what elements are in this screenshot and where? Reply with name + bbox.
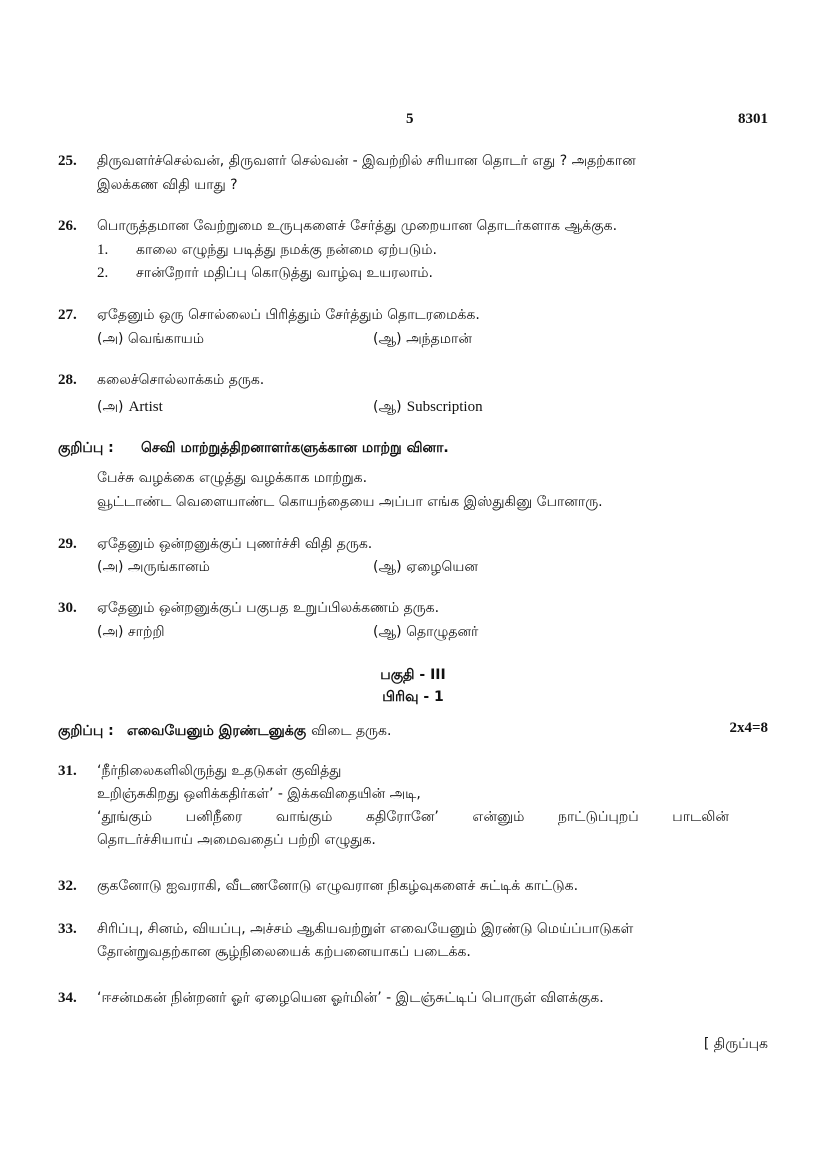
marks: 2x4=8 [729,720,768,736]
question-number: 30. [58,600,77,616]
question-number: 29. [58,536,77,552]
note-label: குறிப்பு : [58,440,114,456]
option-text: Subscription [406,399,483,415]
question-26-text: பொருத்தமான வேற்றுமை உருபுகளைச் சேர்த்து முறையான தொடர்களாக ஆக்குக. [97,218,618,234]
question-31-line1: ‘நீர்நிலைகளிலிருந்து உதடுகள் குவித்து [97,763,342,779]
note-instruction: பேச்சு வழக்கை எழுத்து வழக்காக மாற்றுக. [97,470,368,486]
question-number: 26. [58,218,77,234]
note-emphasis: எவையேனும் இரண்டனுக்கு [126,723,307,739]
question-31-line3: ‘தூங்கும் பனிநீரை வாங்கும் கதிரோனே’ என்னும் நாட்டுப்புறப் பாடலின் [97,809,729,825]
sub-item-text: காலை எழுந்து படித்து நமக்கு நன்மை ஏற்படும். [136,242,437,258]
sub-item-number: 2. [97,265,109,281]
option-b [373,396,483,417]
sub-item-number: 1. [97,242,109,258]
question-34-text: ‘ஈசன்மகன் நின்றனர் ஓர் ஏழையென ஓர்மின்’ - இடஞ்சுட்டிப் பொருள் விளக்குக. [97,990,604,1006]
option-b: (ஆ) அந்தமான் [373,331,472,347]
option-a [97,396,163,417]
paper-code: 8301 [738,111,768,127]
question-25-line2: இலக்கண விதி யாது ? [97,177,238,193]
option-a: (அ) வெங்காயம் [97,331,205,347]
turn-over-note: [ திருப்புக [703,1036,768,1052]
question-27-text: ஏதேனும் ஒரு சொல்லைப் பிரித்தும் சேர்த்தும் தொடரமைக்க. [97,307,480,323]
option-b: (ஆ) ஏழையென [373,559,478,575]
question-31-line4: தொடர்ச்சியாய் அமைவதைப் பற்றி எழுதுக. [97,832,376,848]
option-marker: (ஆ) [373,399,402,415]
page-number: 5 [406,111,414,127]
option-b: (ஆ) தொழுதனர் [373,624,479,640]
question-32-text: குகனோடு ஐவராகி, வீடணனோடு எழுவரான நிகழ்வுகளைச் சுட்டிக் காட்டுக. [97,878,579,894]
note-text: செவி மாற்றுத்திறனாளர்களுக்கான மாற்று வினா. [141,440,449,456]
question-33-line2: தோன்றுவதற்கான சூழ்நிலையைக் கற்பனையாகப் படைக்க. [97,944,471,960]
question-29-text: ஏதேனும் ஒன்றனுக்குப் புணர்ச்சி விதி தருக. [97,536,373,552]
question-25-line1: திருவளர்ச்செல்வன், திருவளர் செல்வன் - இவற்றில் சரியான தொடர் எது ? அதற்கான [97,153,636,169]
note-2 [58,720,391,741]
question-number: 32. [58,878,77,894]
question-number: 25. [58,153,77,169]
option-marker: (அ) [97,399,124,415]
section-title: பகுதி - III [380,667,446,683]
note-label: குறிப்பு : [58,723,114,739]
question-31-line2: உறிஞ்சுகிறது ஒளிக்கதிர்கள்’ - இக்கவிதையின் அடி, [97,786,421,802]
question-33-line1: சிரிப்பு, சினம், வியப்பு, அச்சம் ஆகியவற்றுள் எவையேனும் இரண்டு மெய்ப்பாடுகள் [97,921,634,937]
option-a: (அ) சாற்றி [97,624,165,640]
question-number: 34. [58,990,77,1006]
question-30-text: ஏதேனும் ஒன்றனுக்குப் பகுபத உறுப்பிலக்கணம் தருக. [97,600,440,616]
question-number: 27. [58,307,77,323]
option-a: (அ) அருங்கானம் [97,559,210,575]
option-text: Artist [128,399,163,415]
question-number: 31. [58,763,77,779]
note-text: விடை தருக. [311,723,392,739]
section-subtitle: பிரிவு - 1 [382,689,444,705]
sub-item-text: சான்றோர் மதிப்பு கொடுத்து வாழ்வு உயரலாம். [136,265,434,281]
question-28-text: கலைச்சொல்லாக்கம் தருக. [97,372,265,388]
note-sentence: வூட்டாண்ட வெளையாண்ட கொயந்தையை அப்பா எங்க இஸ்துகினு போனாரு. [97,494,603,510]
question-number: 28. [58,372,77,388]
question-number: 33. [58,921,77,937]
